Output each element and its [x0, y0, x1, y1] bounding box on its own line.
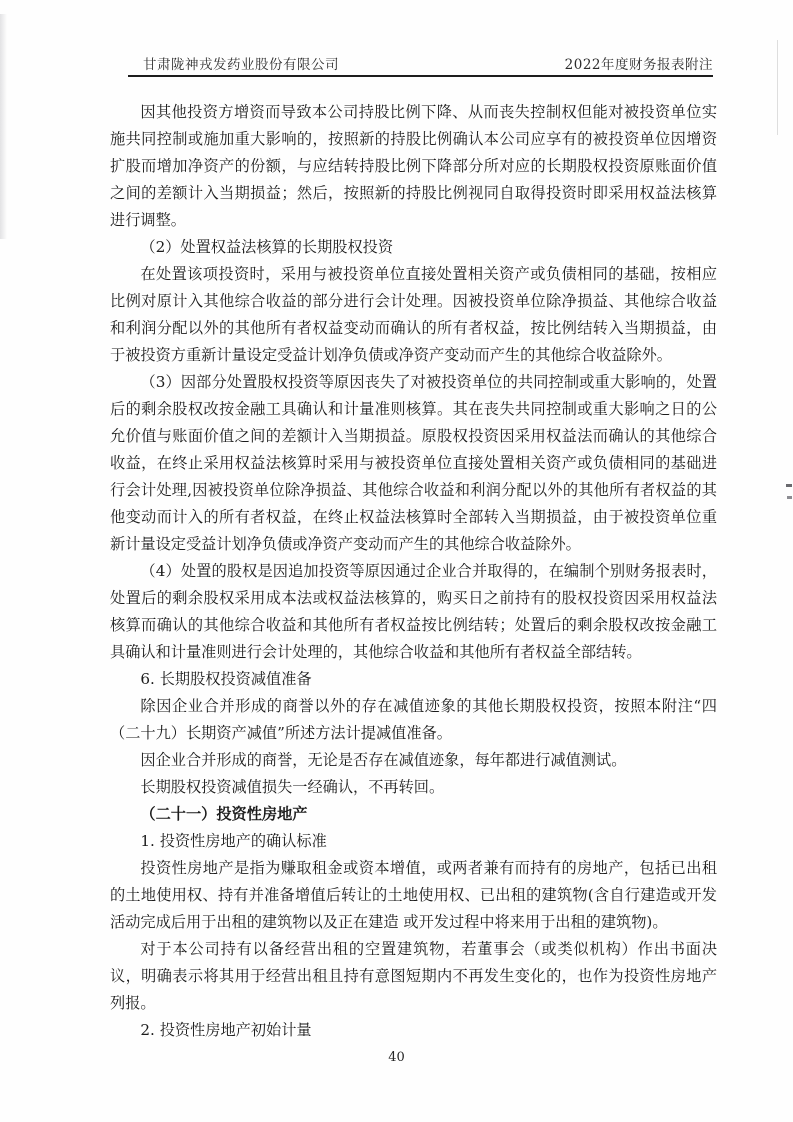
paragraph-impairment-method: 除因企业合并形成的商誉以外的存在减值迹象的其他长期股权投资，按照本附注“四（二十九）长期资产减值”所述方法计提减值准备。 [110, 697, 717, 742]
scan-mark-right-lower [787, 496, 792, 499]
section-heading-21-investment-property: （二十一）投资性房地产 [140, 805, 308, 823]
paragraph-vacant-building-resolution: 对于本公司持有以备经营出租的空置建筑物，若董事会（或类似机构）作出书面决议，明确表示将其用于经营出租且持有意图短期内不再发生变化的，也作为投资性房地产列报。 [110, 940, 717, 1012]
company-name: 甘肃陇神戎发药业股份有限公司 [143, 57, 339, 73]
heading-item-2-disposal-equity-method: （2）处置权益法核算的长期股权投资 [140, 238, 394, 256]
paragraph-investment-property-definition: 投资性房地产是指为赚取租金或资本增值，或两者兼有而持有的房地产，包括已出租的土地使用权、持有并准备增值后转让的土地使用权、已出租的建筑物(含自行建造或开发活动完成后用于出租的建筑物以及正在建造 或开发过程中将来用于出租的建筑物)。 [110, 859, 717, 931]
paragraph-capital-increase-dilution: 因其他投资方增资而导致本公司持股比例下降、从而丧失控制权但能对被投资单位实施共同控制或施加重大影响的，按照新的持股比例确认本公司应享有的被投资单位因增资扩股而增加净资产的份额，与应结转持股比例下降部分所对应的长期股权投资原账面价值之间的差额计入当期损益；然后，按照新的持股比例视同自取得投资时即采用权益法核算进行调整。 [110, 103, 717, 229]
header-divider [128, 75, 713, 77]
page-header [128, 53, 713, 73]
paragraph-item-4-business-combination: （4）处置的股权是因追加投资等原因通过企业合并取得的，在编制个别财务报表时，处置后的剩余股权采用成本法或权益法核算的，购买日之前持有的股权投资因采用权益法核算而确认的其他综合收益和其他所有者权益按比例结转；处置后的剩余股权改按金融工具确认和计量准则进行会计处理的，其他综合收益和其他所有者权益全部结转。 [110, 562, 717, 661]
paragraph-goodwill-annual-test: 因企业合并形成的商誉，无论是否存在减值迹象，每年都进行减值测试。 [140, 751, 627, 769]
page-number: 40 [388, 1050, 405, 1065]
document-title: 2022年度财务报表附注 [564, 57, 713, 73]
paragraph-item-3-partial-disposal: （3）因部分处置股权投资等原因丧失了对被投资单位的共同控制或重大影响的，处置后的剩余股权改按金融工具确认和计量准则核算。其在丧失共同控制或重大影响之日的公允价值与账面价值之间的差额计入当期损益。原股权投资因采用权益法而确认的其他综合收益，在终止采用权益法核算时采用与被投资单位直接处置相关资产或负债相同的基础进行会计处理,因被投资单位除净损益、其他综合收益和利润分配以外的其他所有者权益的其他变动而计入的所有者权益，在终止权益法核算时全部转入当期损益，由于被投资单位重新计量设定受益计划净负债或净资产变动而产生的其他综合收益除外。 [110, 373, 717, 553]
scan-mark-right-upper [786, 484, 792, 487]
heading-2-initial-measurement: 2. 投资性房地产初始计量 [140, 1021, 312, 1039]
paragraph-disposal-accounting: 在处置该项投资时，采用与被投资单位直接处置相关资产或负债相同的基础，按相应比例对原计入其他综合收益的部分进行会计处理。因被投资单位除净损益、其他综合收益和利润分配以外的其他所有者权益变动而确认的所有者权益，按比例结转入当期损益，由于被投资方重新计量设定受益计划净负债或净资产变动而产生的其他综合收益除外。 [110, 265, 717, 364]
scan-edge-artifact-left [0, 14, 7, 239]
document-body [110, 99, 717, 1044]
paragraph-impairment-no-reversal: 长期股权投资减值损失一经确认，不再转回。 [140, 778, 445, 796]
page-footer [0, 1050, 793, 1065]
scan-edge-artifact-right [777, 40, 778, 135]
heading-1-recognition-criteria: 1. 投资性房地产的确认标准 [140, 832, 327, 850]
heading-6-impairment-provision: 6. 长期股权投资减值准备 [140, 670, 312, 688]
